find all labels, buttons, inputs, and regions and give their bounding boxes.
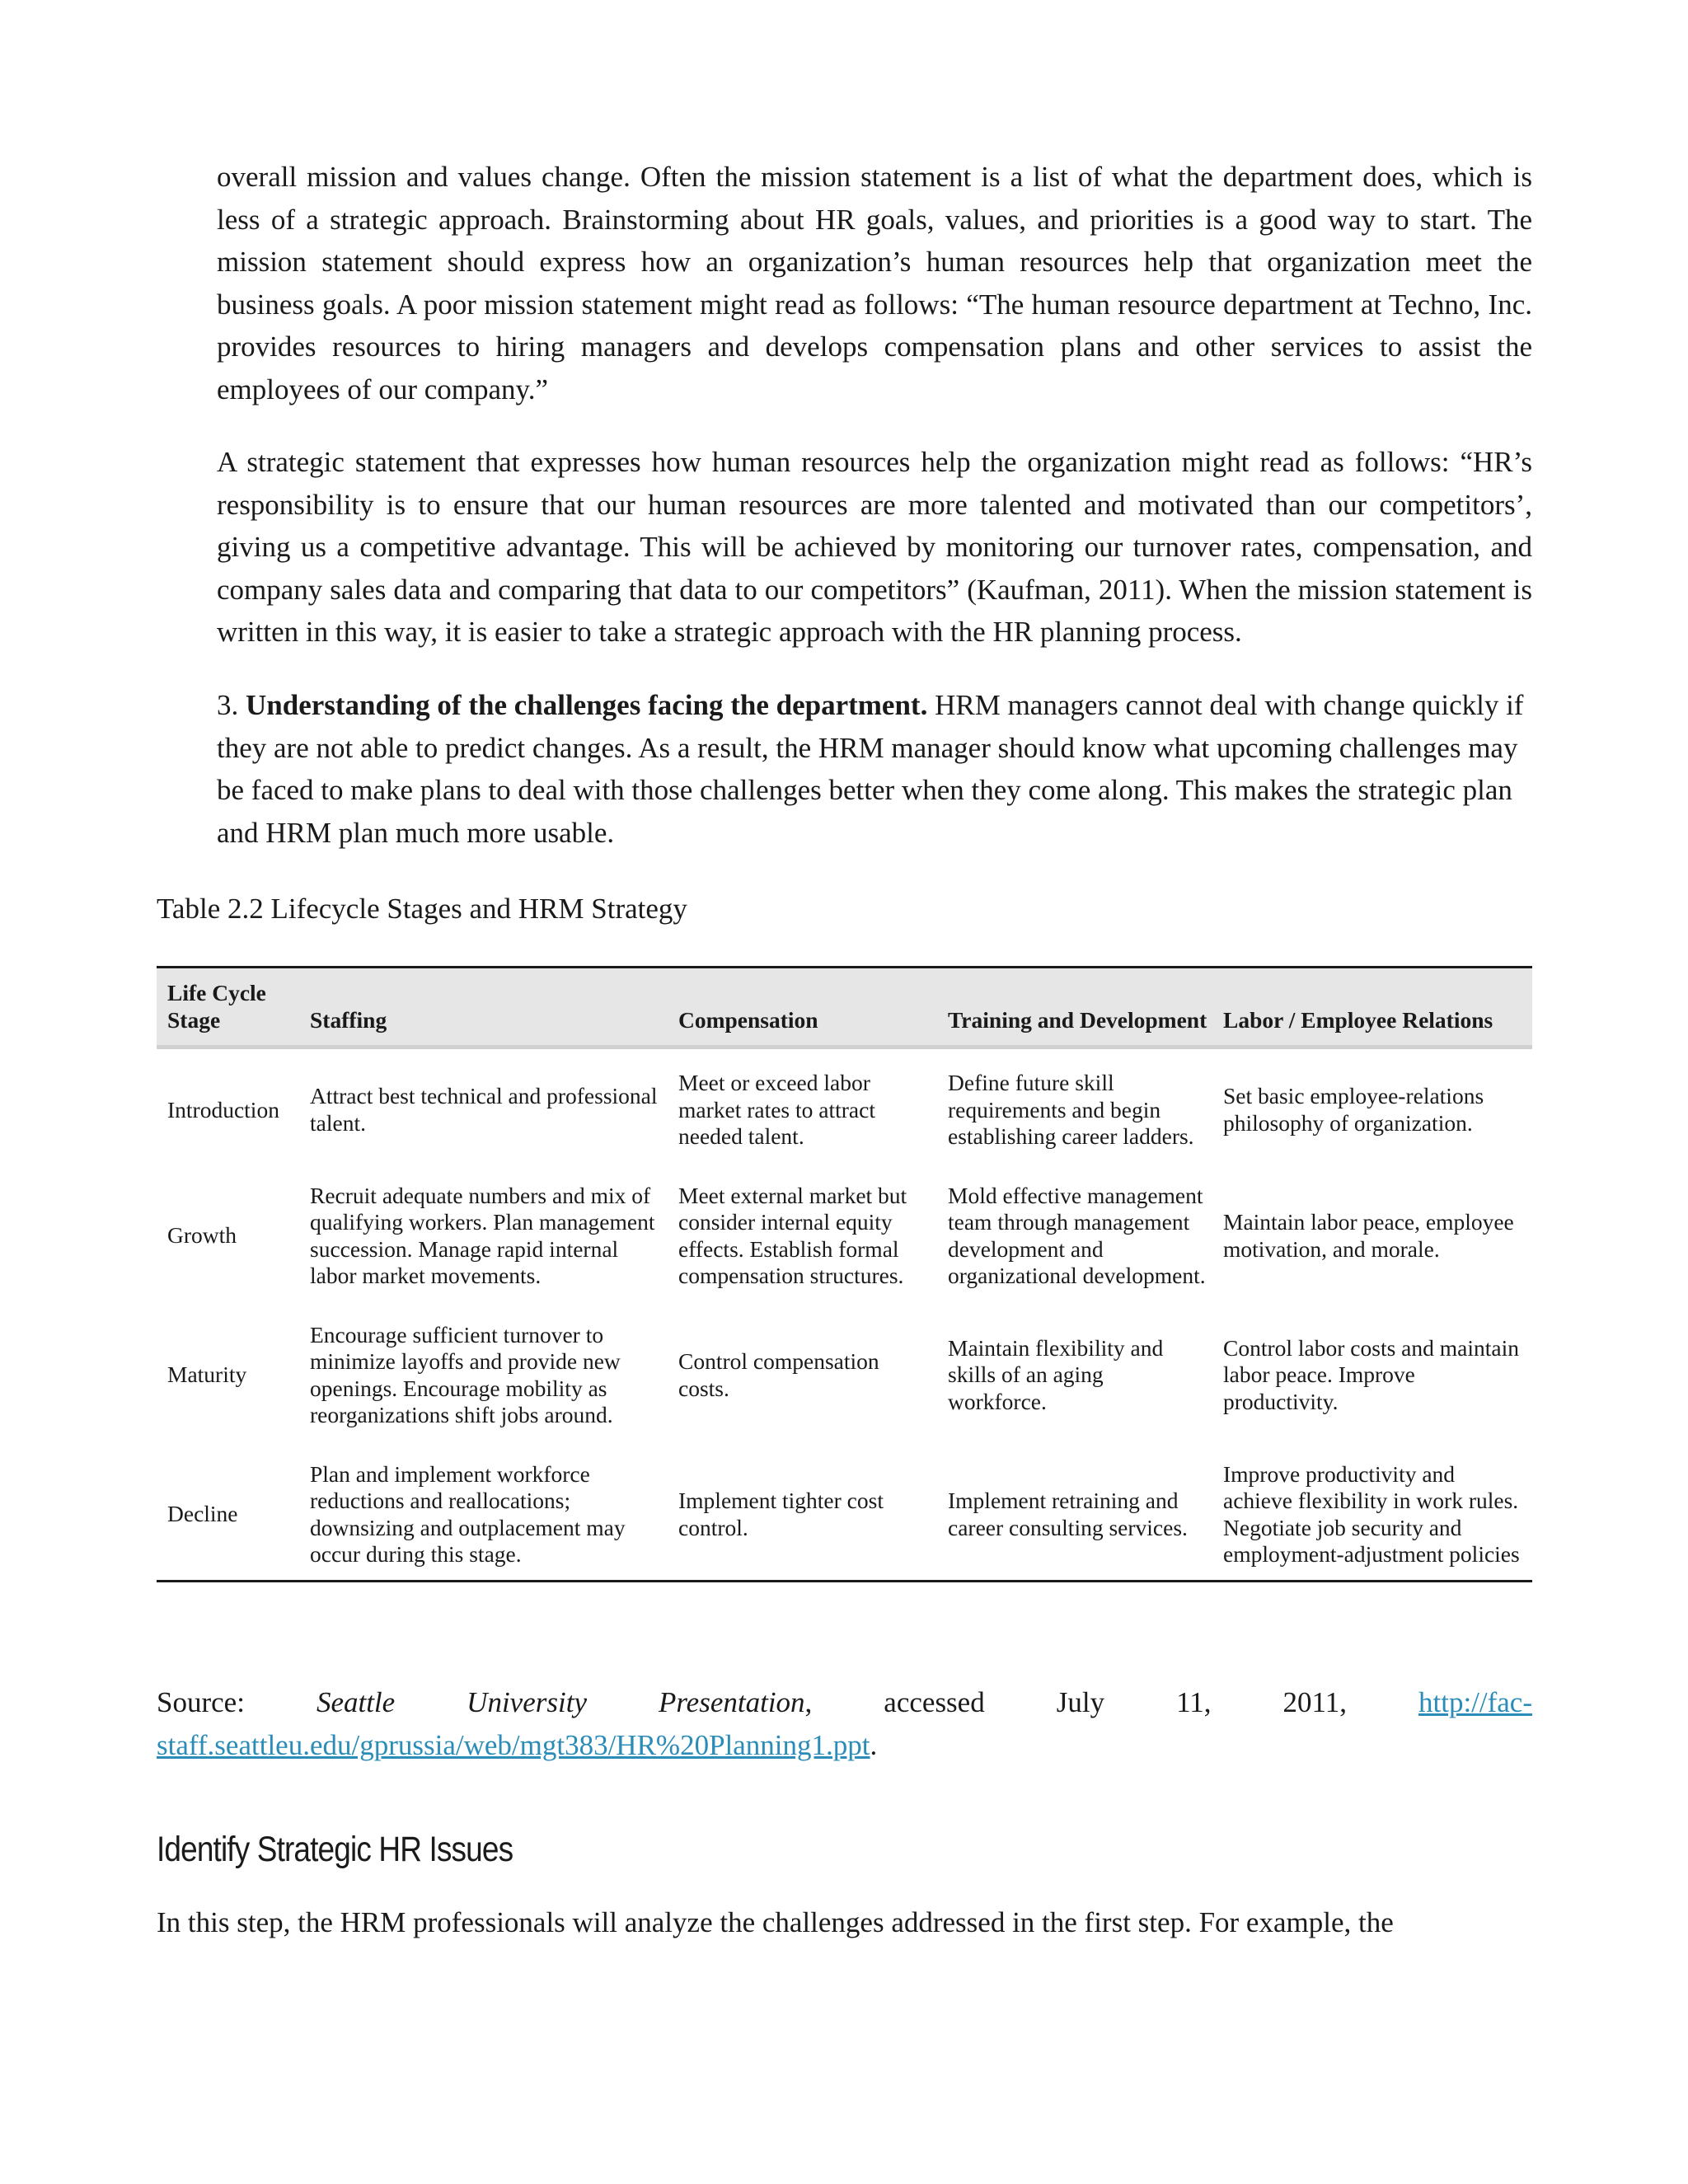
source-prefix: Source: bbox=[157, 1686, 245, 1718]
table-cell: Control labor costs and maintain labor peace. Improve productivity. bbox=[1223, 1334, 1519, 1414]
table-cell-stage: Introduction bbox=[167, 1096, 279, 1122]
table-caption: Table 2.2 Lifecycle Stages and HRM Strategy bbox=[157, 893, 687, 925]
section-heading: Identify Strategic HR Issues bbox=[157, 1830, 513, 1869]
table-cell: Attract best technical and professional talent. bbox=[310, 1083, 658, 1136]
header-life-cycle-stage: Life Cycle Stage bbox=[157, 968, 299, 1047]
list-number: 3. bbox=[217, 689, 239, 721]
table-cell: Meet or exceed labor market rates to attract needed talent. bbox=[678, 1070, 875, 1149]
table-cell-stage: Decline bbox=[167, 1501, 238, 1527]
header-training-development: Training and Development bbox=[937, 968, 1212, 1047]
table-header-row bbox=[157, 968, 1532, 1047]
table-cell: Plan and implement workforce reductions and reallocations; downsizing and outplacement may occur during this stage. bbox=[310, 1460, 626, 1567]
table-cell: Meet external market but consider internal equity effects. Establish formal compensation structures. bbox=[678, 1182, 907, 1288]
header-compensation: Compensation bbox=[668, 968, 937, 1047]
table-cell: Implement retraining and career consulting services. bbox=[948, 1488, 1188, 1540]
table-cell: Maintain flexibility and skills of an aging workforce. bbox=[948, 1334, 1164, 1414]
lifecycle-hrm-table bbox=[157, 966, 1532, 1582]
table-cell: Implement tighter cost control. bbox=[678, 1488, 884, 1540]
bold-lead-in: Understanding of the challenges facing the department. bbox=[246, 689, 928, 721]
table-source-note bbox=[157, 1681, 1532, 1766]
source-title: Seattle University Presentation bbox=[316, 1686, 805, 1718]
table-cell: Set basic employee-relations philosophy of organization. bbox=[1223, 1083, 1484, 1136]
source-suffix: . bbox=[870, 1728, 878, 1761]
table-cell-stage: Maturity bbox=[167, 1361, 247, 1388]
table-row bbox=[157, 1162, 1532, 1301]
paragraph-challenges-body: HRM managers cannot deal with change quickly if they are not able to predict changes. As a result, the HRM manager should know what upcoming challenges may be faced to make plans to deal with those challenges better when they come along. This makes the strategic plan and HRM plan much more usable. bbox=[217, 689, 1524, 849]
header-labor-relations: Labor / Employee Relations bbox=[1212, 968, 1532, 1047]
table-row bbox=[157, 1441, 1532, 1582]
header-staffing: Staffing bbox=[299, 968, 668, 1047]
paragraph-strategic-statement: A strategic statement that expresses how human resources help the organization might read as follows: “HR’s responsibility is to ensure that our human resources are more talented and motivated than our competitors’, giving us a competitive advantage. This will be achieved by monitoring our turnover rates, compensation, and company sales data and comparing that data to our competitors” (Kaufman, 2011). When the mission statement is written in this way, it is easier to take a strategic approach with the HR planning process. bbox=[217, 446, 1532, 648]
table-cell: Improve productivity and achieve flexibility in work rules. Negotiate job security and employment-adjustment policies bbox=[1223, 1460, 1520, 1567]
source-link[interactable]: http://fac-staff.seattleu.edu/gprussia/web/mgt383/HR%20Planning1.ppt bbox=[157, 1686, 1533, 1761]
table-row bbox=[157, 1301, 1532, 1441]
table-cell: Mold effective management team through management development and organizational development. bbox=[948, 1182, 1206, 1288]
paragraph-mission-statement: overall mission and values change. Often the mission statement is a list of what the department does, which is less of a strategic approach. Brainstorming about HR goals, values, and priorities is a good way to start. The mission statement should express how an organization’s human resources help that organization meet the business goals. A poor mission statement might read as follows: “The human resource department at Techno, Inc. provides resources to hiring managers and develops compensation plans and other services to assist the employees of our company.” bbox=[217, 161, 1532, 405]
paragraph-challenges bbox=[217, 684, 1532, 854]
table-cell: Maintain labor peace, employee motivation, and morale. bbox=[1223, 1209, 1514, 1262]
table-cell-stage: Growth bbox=[167, 1222, 237, 1249]
table-cell: Encourage sufficient turnover to minimize layoffs and provide new openings. Encourage mobility as reorganizations shift jobs around. bbox=[310, 1321, 621, 1427]
paragraph-step-analysis: In this step, the HRM professionals will analyze the challenges addressed in the first step. For example, the bbox=[157, 1906, 1394, 1938]
table-cell: Define future skill requirements and begin establishing career ladders. bbox=[948, 1070, 1194, 1149]
table-row bbox=[157, 1047, 1532, 1162]
table-cell: Recruit adequate numbers and mix of qualifying workers. Plan management succession. Manage rapid internal labor market movements. bbox=[310, 1182, 655, 1288]
table-cell: Control compensation costs. bbox=[678, 1348, 879, 1401]
source-accessed: , accessed July 11, 2011, bbox=[804, 1686, 1347, 1718]
